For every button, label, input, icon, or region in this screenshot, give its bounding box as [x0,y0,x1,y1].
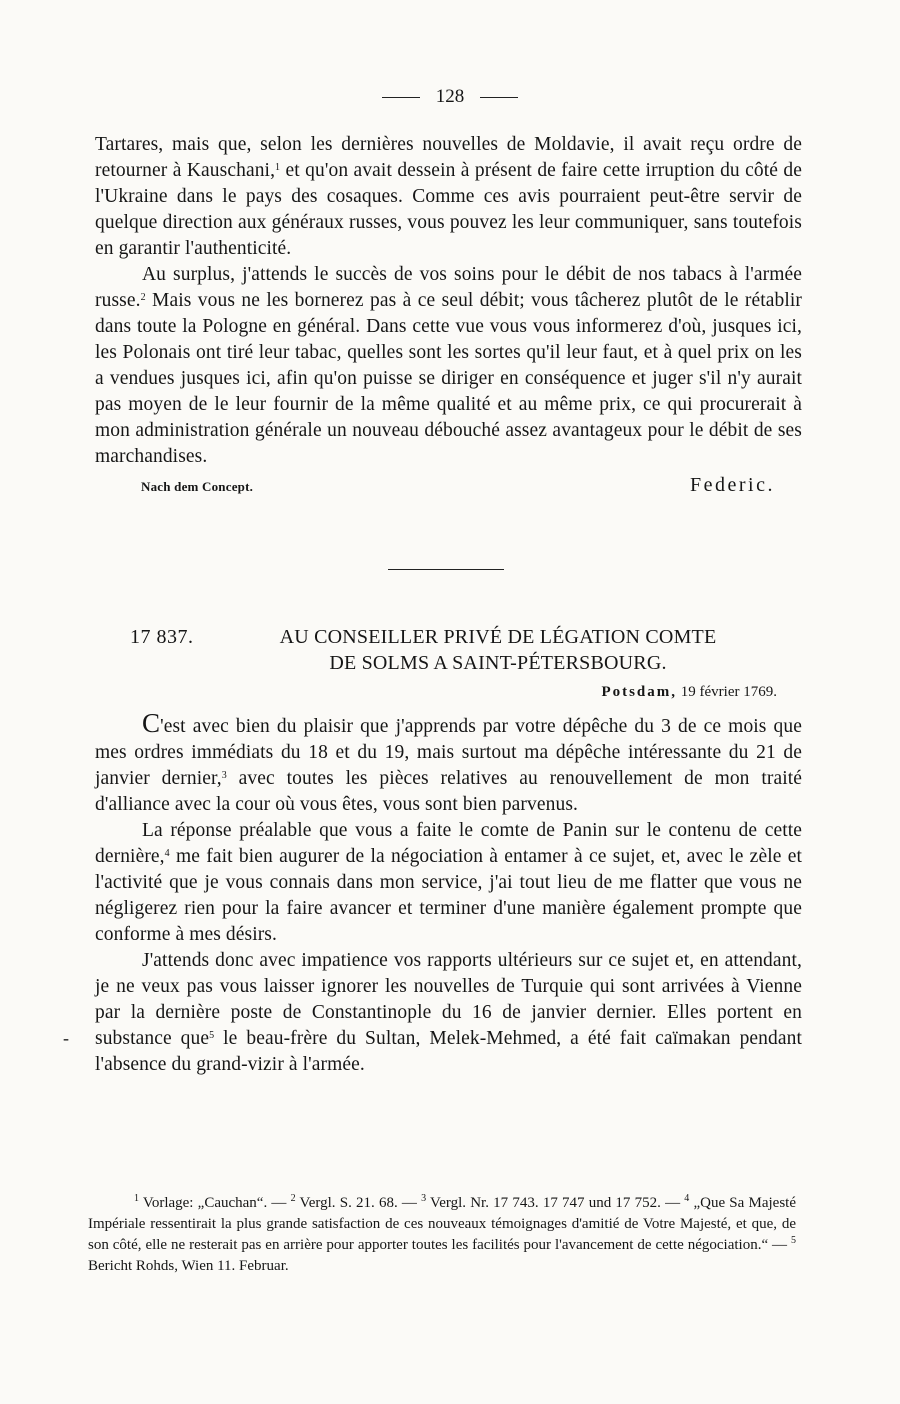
paragraph-text: Au surplus, j'attends le succès de vos soins pour le débit de nos tabacs à l'armée russe. [95,264,802,311]
footnote-text: Bericht Rohds, Wien 11. Februar. [88,1258,289,1274]
source-note: Nach dem Concept. [141,479,254,494]
footnote-text: „Que Sa Majesté Impériale ressentirait la plus grande satisfaction de ces nouveaux témoignages d'amitié de Votre Majesté, et que, de son côté, elle ne resterait pas en arrière pour apporter toutes les facilités pour l'avancement de cette négociation.“ — [88,1195,796,1253]
previous-letter-body [95,132,802,500]
date-text: 19 février 1769. [677,684,777,700]
paragraph [95,710,802,818]
paragraph [95,818,802,948]
paragraph-text: Tartares, mais que, selon les dernières nouvelles de Moldavie, il avait reçu ordre de retourner à Kauschani, [95,134,802,181]
paragraph-text: le beau-frère du Sultan, Melek-Mehmed, a été fait caïmakan pendant l'absence du grand-vizir à l'armée. [95,1028,802,1075]
footnotes [88,1193,796,1277]
section-separator [388,569,504,570]
footnote-number: 4 [684,1193,690,1204]
footnote-text: Vergl. S. 21. 68. — [295,1195,422,1211]
page-number: 128 [435,86,465,107]
footnote-text: Vergl. Nr. 17 743. 17 747 und 17 752. — [426,1195,685,1211]
footnote-block [88,1193,796,1277]
footnote-marker: 1 [275,162,281,173]
dropcap: C [142,708,161,738]
paragraph-text: avec toutes les pièces relatives au renouvellement de mon traité d'alliance avec la cour où vous êtes, vous sont bien parvenus. [95,768,802,815]
footnote-marker: 5 [209,1030,215,1041]
closing-line [95,472,802,500]
signature: Federic. [690,474,775,496]
paragraph [95,132,802,262]
paragraph-text: et qu'on avait dessein à présent de faire cette irruption du côté de l'Ukraine dans le pays des cosaques. Comme ces avis pourraient peut-être servir de quelque direction aux généraux russes, vous pouvez les leur communiquer, sans toutefois en garantir l'authenticité. [95,160,802,259]
footnote-marker: 2 [140,292,146,303]
footnote-number: 5 [791,1235,796,1246]
letter-body [95,710,802,1078]
paragraph [95,262,802,470]
header-dash-left [382,97,420,98]
paragraph-text: Mais vous ne les bornerez pas à ce seul débit; vous tâcherez plutôt de le rétablir dans toute la Pologne en général. Dans cette vue vous vous informerez d'où, jusques ici, les Polonais ont tiré leur tabac, quelles sont les sortes qu'il leur faut, et à quel prix on les a vendues jusques ici, afin qu'on puisse se diriger en conséquence et juger s'il n'y aurait pas moyen de le leur fournir de la même qualité et au même prix, ce qui procurerait à mon administration générale un nouveau débouché assez avantageux pour le débit de ses marchandises. [95,290,802,467]
header-dash-right [480,97,518,98]
footnote-number: 1 [134,1193,139,1204]
paragraph-text: 'est avec bien du plaisir que j'apprends par votre dépêche du 3 de ce mois que mes ordres immédiats du 18 et du 19, mais surtout ma dépêche intéressante du 21 de janvier dernier, [95,716,802,789]
paragraph [95,948,802,1078]
dateline [601,684,777,701]
document-number: 17 837. [130,626,194,648]
document-title [228,624,768,676]
date-place: Potsdam, [601,684,678,700]
footnote-marker: 4 [164,848,170,859]
footnote-marker: 3 [221,770,227,781]
paragraph-text: me fait bien augurer de la négociation à entamer à ce sujet, et, avec le zèle et l'activité que je vous connais dans mon service, j'ai tout lieu de me flatter que vous ne négligerez rien pour la faire avancer et terminer d'une manière également prompte que conforme à mes désirs. [95,846,802,945]
paragraph-text: J'attends donc avec impatience vos rapports ultérieurs sur ce sujet et, en attendant, je ne veux pas vous laisser ignorer les nouvelles de Turquie qui sont arrivées à Vienne par la dernière poste de Constantinople du 16 de janvier dernier. Elles portent en substance que [95,950,802,1049]
title-line: AU CONSEILLER PRIVÉ DE LÉGATION COMTE [279,626,717,648]
footnote-text: Vorlage: „Cauchan“. — [139,1195,291,1211]
margin-mark: - [63,1028,69,1048]
page-header [0,86,900,108]
title-line: DE SOLMS A SAINT-PÉTERSBOURG. [329,652,667,674]
footnote-number: 2 [290,1193,296,1204]
paragraph-text: La réponse préalable que vous a faite le comte de Panin sur le contenu de cette dernière, [95,820,802,867]
document-heading [130,624,810,676]
footnote-number: 3 [421,1193,427,1204]
